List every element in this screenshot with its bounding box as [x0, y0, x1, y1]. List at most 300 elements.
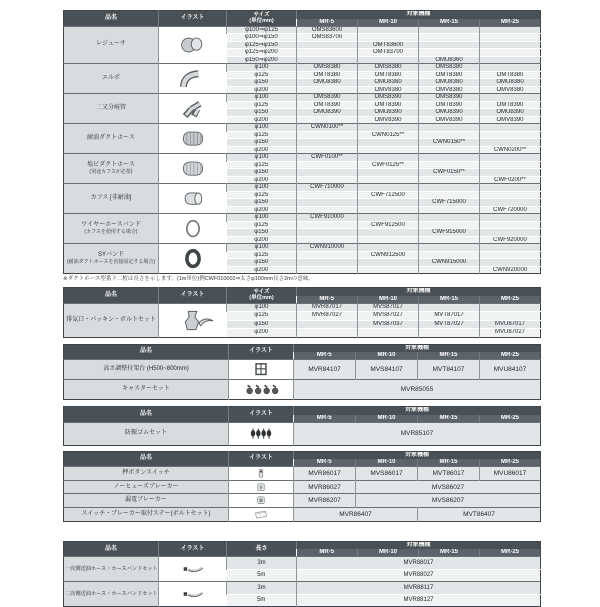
length-cell: 5m: [227, 594, 297, 607]
illustration-cell: [159, 64, 227, 94]
column-header-illustration: イラスト: [159, 288, 227, 304]
column-header-target-models: 対象機種: [294, 344, 541, 352]
model-code-cell: [297, 176, 358, 184]
size-cell: φ150: [227, 199, 297, 207]
model-code-cell: MVU87017: [480, 320, 541, 329]
model-code-cell: MVR88117: [297, 582, 541, 595]
model-code-cell: [419, 221, 480, 229]
model-code-cell: [480, 169, 541, 177]
model-code-cell: [297, 236, 358, 244]
illustration-cell: [229, 508, 294, 522]
column-header-illustration: イラスト: [229, 344, 294, 360]
size-cell: φ125: [227, 131, 297, 139]
product-name-cell: [64, 557, 159, 582]
product-name-cell: [64, 214, 159, 244]
column-header-target-models: 対象機種: [297, 288, 541, 296]
model-code-cell: OMV8390: [419, 116, 480, 124]
illustration-cell: [159, 582, 227, 607]
size-cell: φ125: [227, 101, 297, 109]
t6-parts-table: [63, 541, 541, 607]
table-row: [64, 467, 541, 481]
model-code-cell: [358, 236, 419, 244]
size-cell: φ125: [227, 251, 297, 259]
column-header-model-mr-10: MR-10: [356, 415, 418, 423]
table-row: [64, 303, 541, 312]
model-code-cell: [297, 191, 358, 199]
column-header-model-mr-25: MR-25: [480, 296, 541, 304]
model-code-cell: [297, 329, 358, 338]
model-code-cell: [419, 206, 480, 214]
column-header-target-models: 対象機種: [297, 541, 541, 549]
product-name-cell: [64, 508, 229, 522]
illustration-cell: [229, 380, 294, 400]
oil-hose-table-slot: [63, 541, 540, 607]
product-name-cell: [64, 184, 159, 214]
exhaust-set-table-slot: [63, 287, 540, 338]
model-code-cell: CWN912500: [358, 251, 419, 259]
model-code-cell: [297, 221, 358, 229]
illustration-cell: [159, 303, 227, 337]
product-name-note: (カフスを使用する場合): [84, 229, 138, 235]
model-code-cell: [358, 154, 419, 162]
product-name-cell: [64, 26, 159, 64]
table-row: [64, 64, 541, 72]
model-code-cell: CWN910000: [297, 244, 358, 252]
product-name: エルボ: [101, 75, 120, 81]
column-header-model-mr-10: MR-10: [356, 352, 418, 360]
product-name: 耐油ダクトホース: [87, 135, 135, 141]
size-cell: φ150: [227, 320, 297, 329]
model-code-cell: MVU86017: [480, 467, 541, 481]
product-name-cell: [64, 94, 159, 124]
product-name: キャスターセット: [122, 386, 170, 392]
column-header-model-mr-15: MR-15: [418, 415, 480, 423]
model-code-cell: MVS87037: [358, 320, 419, 329]
model-code-cell: [419, 124, 480, 132]
elbow-icon: [160, 68, 225, 90]
model-code-cell: [358, 184, 419, 192]
model-code-cell: CWN0100**: [297, 124, 358, 132]
model-code-cell: [480, 56, 541, 64]
illustration-cell: [229, 494, 294, 508]
rubber-set-table-slot: [63, 406, 540, 446]
model-code-cell: OMS83600: [297, 26, 358, 34]
model-code-cell: MVR86207: [294, 494, 356, 508]
model-code-cell: CWF0125**: [358, 161, 419, 169]
column-header-model-mr-25: MR-25: [480, 459, 541, 467]
column-header-model-mr-10: MR-10: [358, 549, 419, 557]
illustration-cell: [229, 480, 294, 494]
model-code-cell: CWF0150**: [419, 169, 480, 177]
model-code-cell: [480, 251, 541, 259]
model-code-cell: [419, 49, 480, 57]
model-code-cell: [480, 259, 541, 267]
t5-parts-table: [63, 451, 541, 522]
model-code-cell: [358, 124, 419, 132]
column-header-model-mr-25: MR-25: [480, 415, 541, 423]
size-cell: φ125: [227, 312, 297, 321]
column-header-model-mr-5: MR-5: [294, 352, 356, 360]
model-code-cell: [480, 161, 541, 169]
wire-band-icon: [160, 218, 225, 240]
model-code-cell: CWF710000: [297, 184, 358, 192]
column-header-model-mr-10: MR-10: [358, 296, 419, 304]
model-code-cell: OMS8380: [419, 64, 480, 72]
illustration-cell: [159, 124, 227, 154]
model-code-cell: [297, 49, 358, 57]
model-code-cell: [297, 206, 358, 214]
illustration-cell: [159, 557, 227, 582]
model-code-cell: CWF715000: [419, 199, 480, 207]
product-name: 押ボタンスイッチ: [122, 469, 170, 476]
table-row: [64, 94, 541, 102]
model-code-cell: OMT8380: [419, 71, 480, 79]
illustration-cell: [159, 94, 227, 124]
model-code-cell: [419, 329, 480, 338]
size-cell: φ100: [227, 154, 297, 162]
model-code-cell: [480, 26, 541, 34]
model-code-cell: [358, 266, 419, 274]
model-code-cell: CWF910000: [297, 214, 358, 222]
size-cell: φ100: [227, 184, 297, 192]
t1-parts-table: [63, 10, 541, 274]
product-name-cell: [64, 380, 229, 400]
model-code-cell: [297, 131, 358, 139]
stay-icon: [230, 509, 292, 520]
model-code-cell: [419, 251, 480, 259]
model-code-cell: [480, 191, 541, 199]
rubber-mount-icon: [230, 426, 292, 442]
model-code-cell: [358, 169, 419, 177]
length-cell: 3m: [227, 557, 297, 570]
size-cell: φ125⇒φ150: [227, 41, 297, 49]
model-code-cell: [297, 116, 358, 124]
model-code-cell: MVS87017: [358, 303, 419, 312]
column-header-target-models: 対象機種: [294, 451, 541, 459]
column-header-name: 品名: [64, 541, 159, 557]
model-code-cell: [358, 146, 419, 154]
column-header-target-models: 対象機種: [294, 407, 541, 415]
product-name: 二次側送油ホース・ホースバンドセット: [65, 590, 158, 597]
illustration-cell: [159, 154, 227, 184]
length-cell: 3m: [227, 582, 297, 595]
column-header-name: 品名: [64, 451, 229, 467]
model-code-cell: [419, 26, 480, 34]
product-name: SYバンド: [97, 252, 124, 258]
model-code-cell: OMU8380: [358, 79, 419, 87]
model-code-cell: [480, 221, 541, 229]
column-header-length: 長さ: [227, 541, 297, 557]
t4-parts-table: [63, 406, 541, 446]
model-code-cell: OMS8390: [358, 94, 419, 102]
column-header-model-mr-15: MR-15: [419, 549, 480, 557]
footnote: ※ダクトホース型番下二桁は長さを示します。(1m単位)例CWF010002⇒太さφ100mm長さ2mの意味。: [63, 276, 314, 282]
model-code-cell: [358, 244, 419, 252]
model-code-cell: CWF920000: [480, 236, 541, 244]
model-code-cell: MVS84107: [356, 360, 418, 380]
column-header-model-mr-5: MR-5: [294, 415, 356, 423]
product-name-cell: [64, 360, 229, 380]
model-code-cell: [297, 259, 358, 267]
product-name-cell: [64, 154, 159, 184]
length-cell: 5m: [227, 569, 297, 582]
product-name: ノーヒューズブレーカー: [113, 483, 179, 490]
column-header-model-mr-10: MR-10: [358, 19, 419, 27]
model-code-cell: MVT86407: [418, 508, 541, 522]
duct-parts-table-slot: [63, 10, 540, 274]
size-cell: φ100: [227, 214, 297, 222]
model-code-cell: [297, 139, 358, 147]
model-code-cell: OMU8380: [297, 79, 358, 87]
column-header-name: 品名: [64, 288, 159, 304]
model-code-cell: OMT8390: [297, 101, 358, 109]
table-row: [64, 244, 541, 252]
column-header-model-mr-5: MR-5: [297, 549, 358, 557]
oil-hose-icon: [160, 587, 225, 601]
model-code-cell: [480, 229, 541, 237]
product-name: スイッチ・ブレーカー取付ステー(ボルトセット): [81, 510, 211, 517]
breaker-icon: [230, 482, 292, 493]
model-code-cell: OMU8380: [419, 79, 480, 87]
illustration-cell: [229, 360, 294, 380]
model-code-cell: [480, 214, 541, 222]
size-cell: φ125⇒φ200: [227, 49, 297, 57]
illustration-cell: [229, 467, 294, 481]
model-code-cell: [358, 139, 419, 147]
model-code-cell: MVT87017: [419, 312, 480, 321]
size-cell: φ150: [227, 139, 297, 147]
table-row: [64, 184, 541, 192]
product-name-cell: [64, 64, 159, 94]
branch-icon: [160, 98, 225, 120]
model-code-cell: [419, 146, 480, 154]
model-code-cell: [480, 94, 541, 102]
product-name-cell: [64, 244, 159, 274]
model-code-cell: [419, 303, 480, 312]
model-code-cell: [480, 139, 541, 147]
model-code-cell: [358, 26, 419, 34]
column-header-model-mr-5: MR-5: [294, 459, 356, 467]
model-code-cell: MVR86407: [294, 508, 418, 522]
model-code-cell: [358, 214, 419, 222]
model-code-cell: [480, 64, 541, 72]
model-code-cell: OMV8380: [419, 86, 480, 94]
size-cell: φ200: [227, 176, 297, 184]
model-code-cell: CWF712500: [358, 191, 419, 199]
model-code-cell: CWF915000: [419, 229, 480, 237]
model-code-cell: CWN915000: [419, 259, 480, 267]
hose-corrugated-icon: [160, 128, 225, 150]
product-name-cell: [64, 480, 229, 494]
size-cell: φ100: [227, 64, 297, 72]
model-code-cell: [480, 41, 541, 49]
product-name: 漏電ブレーカー: [125, 497, 167, 504]
model-code-cell: OMT8390: [358, 101, 419, 109]
model-code-cell: [297, 199, 358, 207]
product-name: 一次側送油ホース・ホースバンドセット: [65, 565, 158, 572]
model-code-cell: [297, 266, 358, 274]
exhaust-set-icon: [160, 307, 225, 333]
model-code-cell: [419, 244, 480, 252]
stand-caster-table-slot: [63, 344, 540, 401]
column-header-model-mr-5: MR-5: [297, 19, 358, 27]
model-code-cell: OMS83700: [297, 34, 358, 42]
product-name-cell: [64, 422, 229, 445]
product-name: 塩ビダクトホース: [87, 162, 135, 168]
column-header-name: 品名: [64, 11, 159, 27]
size-cell: φ150: [227, 169, 297, 177]
model-code-cell: OMU8380: [480, 79, 541, 87]
model-code-cell: [297, 320, 358, 329]
model-code-cell: MVR86027: [294, 480, 356, 494]
model-code-cell: OMT8380: [480, 71, 541, 79]
model-code-cell: MVS86017: [356, 467, 418, 481]
product-name-cell: [64, 124, 159, 154]
model-code-cell: CWF0100**: [297, 154, 358, 162]
column-header-model-mr-15: MR-15: [419, 19, 480, 27]
size-cell: φ200: [227, 266, 297, 274]
model-code-cell: [297, 146, 358, 154]
product-name-note: (別途カフスが必要): [89, 169, 133, 175]
illustration-cell: [159, 244, 227, 274]
model-code-cell: OMS8380: [297, 64, 358, 72]
caster-set-icon: [230, 381, 292, 398]
model-code-cell: OMS8390: [419, 94, 480, 102]
product-name: 排気口・パッキン・ボルトセット: [66, 316, 156, 323]
size-cell: φ100: [227, 94, 297, 102]
column-header-name: 品名: [64, 407, 229, 423]
model-code-cell: [297, 169, 358, 177]
cuff-icon: [160, 188, 225, 210]
column-header-model-mr-25: MR-25: [480, 19, 541, 27]
model-code-cell: [480, 303, 541, 312]
product-name: 二又分岐管: [95, 105, 126, 111]
model-code-cell: MVU87027: [480, 329, 541, 338]
column-header-model-mr-15: MR-15: [418, 352, 480, 360]
model-code-cell: OMV8380: [480, 86, 541, 94]
table-row: [64, 582, 541, 595]
oil-hose-icon: [160, 562, 225, 576]
model-code-cell: [480, 131, 541, 139]
model-code-cell: [480, 184, 541, 192]
model-code-cell: MVU84107: [480, 360, 541, 380]
model-code-cell: [358, 259, 419, 267]
model-code-cell: MVR85107: [294, 422, 541, 445]
model-code-cell: [297, 251, 358, 259]
model-code-cell: MVS86027: [356, 480, 541, 494]
model-code-cell: MVS86207: [356, 494, 541, 508]
hose-pvc-icon: [160, 158, 225, 180]
model-code-cell: OMU8390: [480, 109, 541, 117]
switch-breaker-table-slot: [63, 451, 540, 522]
model-code-cell: MVT87027: [419, 320, 480, 329]
size-cell: φ200: [227, 236, 297, 244]
model-code-cell: [419, 236, 480, 244]
model-code-cell: [480, 124, 541, 132]
illustration-cell: [159, 26, 227, 64]
table-row: [64, 557, 541, 570]
model-code-cell: MVR86017: [294, 467, 356, 481]
model-code-cell: [358, 176, 419, 184]
product-name-cell: [64, 467, 229, 481]
size-cell: φ200: [227, 329, 297, 338]
model-code-cell: OMV8380: [358, 86, 419, 94]
column-header-illustration: イラスト: [229, 451, 294, 467]
model-code-cell: MVR88127: [297, 594, 541, 607]
model-code-cell: CWN0150**: [419, 139, 480, 147]
model-code-cell: OMT8380: [358, 71, 419, 79]
model-code-cell: [419, 266, 480, 274]
model-code-cell: OMU8390: [358, 109, 419, 117]
model-code-cell: OMT83600: [358, 41, 419, 49]
model-code-cell: [419, 41, 480, 49]
model-code-cell: [480, 154, 541, 162]
size-cell: φ125: [227, 71, 297, 79]
push-button-icon: [230, 468, 292, 479]
model-code-cell: MVT86017: [418, 467, 480, 481]
model-code-cell: MVT84107: [418, 360, 480, 380]
table-row: [64, 154, 541, 162]
table-row: [64, 360, 541, 380]
size-cell: φ150: [227, 259, 297, 267]
model-code-cell: [419, 176, 480, 184]
model-code-cell: OMT8390: [419, 101, 480, 109]
size-cell: φ150: [227, 229, 297, 237]
product-name: レジューサ: [96, 41, 126, 48]
model-code-cell: MVR88027: [297, 569, 541, 582]
column-header-model-mr-25: MR-25: [480, 549, 541, 557]
size-cell: φ125: [227, 161, 297, 169]
column-header-model-mr-5: MR-5: [297, 296, 358, 304]
column-header-size: サイズ (単位mm): [227, 288, 297, 304]
model-code-cell: OMU8390: [419, 109, 480, 117]
illustration-cell: [159, 184, 227, 214]
column-header-size: サイズ (単位mm): [227, 11, 297, 27]
column-header-illustration: イラスト: [159, 541, 227, 557]
size-cell: φ200: [227, 86, 297, 94]
t2-parts-table: [63, 287, 541, 338]
model-code-cell: [419, 161, 480, 169]
model-code-cell: MVR87027: [297, 312, 358, 321]
model-code-cell: OMU8360: [419, 56, 480, 64]
t3-parts-table: [63, 344, 541, 401]
column-header-illustration: イラスト: [159, 11, 227, 27]
model-code-cell: OMT8380: [297, 71, 358, 79]
model-code-cell: [297, 229, 358, 237]
model-code-cell: MVS87027: [358, 312, 419, 321]
model-code-cell: [358, 229, 419, 237]
size-cell: φ100: [227, 124, 297, 132]
model-code-cell: OMT8390: [480, 101, 541, 109]
size-cell: φ200: [227, 146, 297, 154]
product-name: 高さ調整付架台 (H500~800mm): [103, 366, 189, 372]
model-code-cell: [358, 329, 419, 338]
model-code-cell: CWN0200**: [480, 146, 541, 154]
stand-icon: [230, 361, 292, 378]
model-code-cell: MVR88017: [297, 557, 541, 570]
product-name: カフス [非耐油]: [90, 195, 132, 201]
model-code-cell: OMS8380: [358, 64, 419, 72]
size-cell: φ200: [227, 206, 297, 214]
product-name: 防振ゴムセット: [124, 430, 167, 436]
model-code-cell: [419, 191, 480, 199]
size-cell: φ100: [227, 244, 297, 252]
size-cell: φ150⇒φ200: [227, 56, 297, 64]
illustration-cell: [229, 422, 294, 445]
table-row: [64, 26, 541, 34]
model-code-cell: [419, 34, 480, 42]
column-header-model-mr-10: MR-10: [356, 459, 418, 467]
